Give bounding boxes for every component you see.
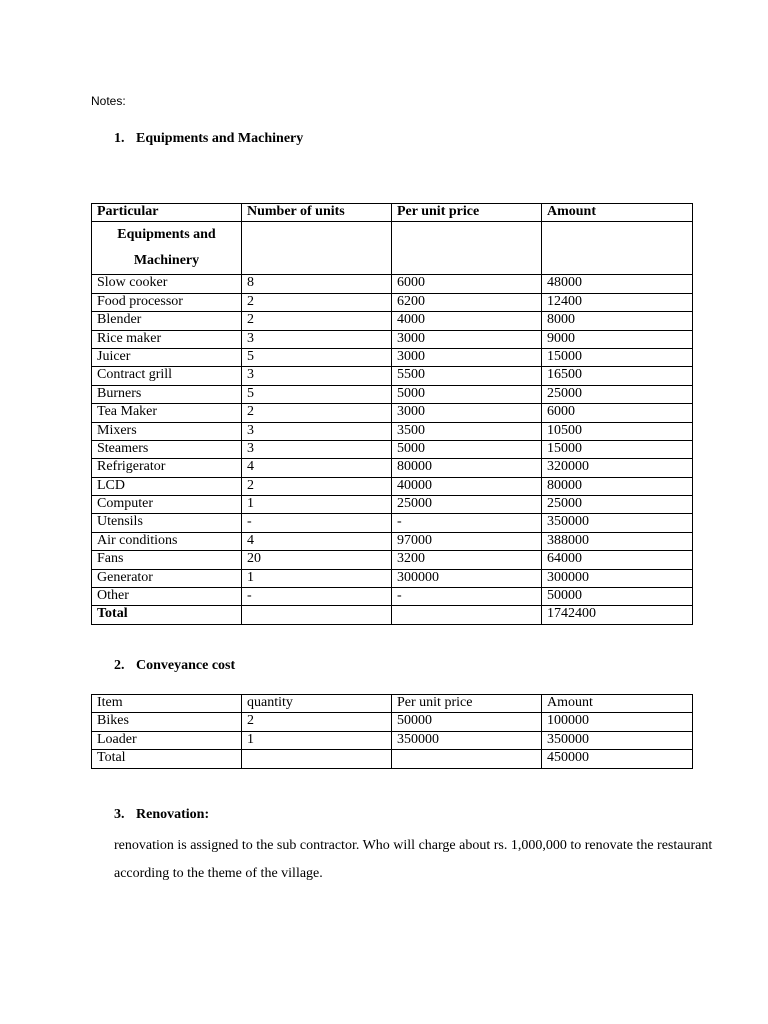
table-cell: Computer: [92, 496, 242, 514]
table-cell: 300000: [392, 569, 542, 587]
table-subheader-row: [92, 222, 693, 275]
table-row: [92, 569, 693, 587]
table-cell: 1: [242, 496, 392, 514]
table-cell: 3000: [392, 330, 542, 348]
column-header: Item: [92, 695, 242, 713]
conveyance-table: [91, 694, 693, 769]
table-cell: Contract grill: [92, 367, 242, 385]
table-cell: 3: [242, 367, 392, 385]
category-label-line: Machinery: [133, 253, 200, 269]
table-cell: 100000: [542, 713, 693, 731]
column-header: Amount: [542, 695, 693, 713]
table-header-row: [92, 695, 693, 713]
table-cell: 6000: [542, 404, 693, 422]
table-row: [92, 496, 693, 514]
table-row: [92, 348, 693, 366]
table-cell: 15000: [542, 440, 693, 458]
table-cell: Bikes: [92, 713, 242, 731]
table-cell: 4000: [392, 312, 542, 330]
table-cell: -: [242, 588, 392, 606]
total-label: Total: [92, 606, 242, 624]
table-cell: 3000: [392, 348, 542, 366]
table-cell: Blender: [92, 312, 242, 330]
table-cell: LCD: [92, 477, 242, 495]
table-cell: 2: [242, 312, 392, 330]
table-cell: Juicer: [92, 348, 242, 366]
table-cell: 388000: [542, 532, 693, 550]
table-cell: Loader: [92, 731, 242, 749]
table-cell: Generator: [92, 569, 242, 587]
table-cell: 97000: [392, 532, 542, 550]
section-title: Conveyance cost: [136, 658, 236, 673]
table-cell: 25000: [542, 385, 693, 403]
table-row: [92, 532, 693, 550]
equipment-table: [91, 203, 693, 625]
table-cell: 5500: [392, 367, 542, 385]
table-cell: 3000: [392, 404, 542, 422]
table-row: [92, 422, 693, 440]
table-row: [92, 731, 693, 749]
table-cell: 5000: [392, 385, 542, 403]
table-row: [92, 459, 693, 477]
table-cell: 3: [242, 422, 392, 440]
table-cell: 1: [242, 731, 392, 749]
table-cell: 40000: [392, 477, 542, 495]
table-cell: 3200: [392, 551, 542, 569]
section-number: 3.: [114, 807, 125, 822]
table-cell: 5000: [392, 440, 542, 458]
table-cell: 2: [242, 713, 392, 731]
renovation-paragraph: renovation is assigned to the sub contractor. Who will charge about rs. 1,000,000 to renovate the restaurant according to the theme of the village.: [114, 838, 713, 881]
section-3-heading: [114, 807, 209, 823]
table-cell: Rice maker: [92, 330, 242, 348]
table-cell: Food processor: [92, 293, 242, 311]
column-header: Per unit price: [392, 204, 542, 222]
table-cell: 80000: [542, 477, 693, 495]
table-cell: 16500: [542, 367, 693, 385]
table-cell: 300000: [542, 569, 693, 587]
category-label-line: Equipments and: [117, 227, 216, 243]
section-number: 2.: [114, 658, 125, 673]
column-header: Per unit price: [392, 695, 542, 713]
table-cell: Utensils: [92, 514, 242, 532]
table-cell: 25000: [392, 496, 542, 514]
table-cell: Fans: [92, 551, 242, 569]
table-row: [92, 404, 693, 422]
table-row: [92, 293, 693, 311]
section-1-heading: [114, 131, 303, 147]
table-cell: 64000: [542, 551, 693, 569]
total-row: [92, 606, 693, 624]
table-cell: Tea Maker: [92, 404, 242, 422]
table-cell: 5: [242, 348, 392, 366]
table-row: [92, 514, 693, 532]
table-row: [92, 330, 693, 348]
table-cell: 4: [242, 459, 392, 477]
equipment-rows: [92, 275, 693, 606]
total-amount: 1742400: [542, 606, 693, 624]
table-cell: 5: [242, 385, 392, 403]
table-row: [92, 713, 693, 731]
table-cell: Air conditions: [92, 532, 242, 550]
table-cell: 2: [242, 293, 392, 311]
table-cell: Slow cooker: [92, 275, 242, 293]
table-cell: -: [392, 588, 542, 606]
table-cell: 8: [242, 275, 392, 293]
table-row: [92, 367, 693, 385]
table-cell: Refrigerator: [92, 459, 242, 477]
table-cell: 3: [242, 330, 392, 348]
section-number: 1.: [114, 131, 125, 146]
table-row: [92, 385, 693, 403]
table-cell: Steamers: [92, 440, 242, 458]
table-cell: 6000: [392, 275, 542, 293]
table-cell: -: [392, 514, 542, 532]
section-2-heading: [114, 658, 235, 674]
table-cell: 15000: [542, 348, 693, 366]
table-cell: 10500: [542, 422, 693, 440]
table-cell: 320000: [542, 459, 693, 477]
table-cell: Other: [92, 588, 242, 606]
section-title: Renovation:: [136, 807, 210, 822]
table-cell: 12400: [542, 293, 693, 311]
table-cell: 80000: [392, 459, 542, 477]
table-row: [92, 551, 693, 569]
table-cell: 25000: [542, 496, 693, 514]
table-row: [92, 312, 693, 330]
table-cell: 8000: [542, 312, 693, 330]
column-header: Amount: [542, 204, 693, 222]
column-header: Particular: [92, 204, 242, 222]
column-header: quantity: [242, 695, 392, 713]
table-cell: 50000: [392, 713, 542, 731]
table-cell: 3: [242, 440, 392, 458]
table-cell: 2: [242, 404, 392, 422]
table-cell: Mixers: [92, 422, 242, 440]
table-cell: 350000: [542, 514, 693, 532]
table-cell: 1: [242, 569, 392, 587]
notes-label: Notes:: [91, 94, 126, 108]
category-label: [92, 222, 242, 275]
table-cell: 9000: [542, 330, 693, 348]
column-header: Number of units: [242, 204, 392, 222]
table-row: [92, 275, 693, 293]
table-cell: 20: [242, 551, 392, 569]
table-cell: 50000: [542, 588, 693, 606]
table-cell: 6200: [392, 293, 542, 311]
table-row: [92, 440, 693, 458]
table-header-row: [92, 204, 693, 222]
total-row: [92, 750, 693, 768]
total-label: Total: [92, 750, 242, 768]
conveyance-rows: [92, 713, 693, 750]
table-cell: 48000: [542, 275, 693, 293]
table-cell: Burners: [92, 385, 242, 403]
section-title: Equipments and Machinery: [136, 131, 304, 146]
table-cell: -: [242, 514, 392, 532]
table-cell: 3500: [392, 422, 542, 440]
table-cell: 350000: [392, 731, 542, 749]
table-cell: 4: [242, 532, 392, 550]
table-row: [92, 588, 693, 606]
table-cell: 2: [242, 477, 392, 495]
table-cell: 350000: [542, 731, 693, 749]
total-amount: 450000: [542, 750, 693, 768]
table-row: [92, 477, 693, 495]
